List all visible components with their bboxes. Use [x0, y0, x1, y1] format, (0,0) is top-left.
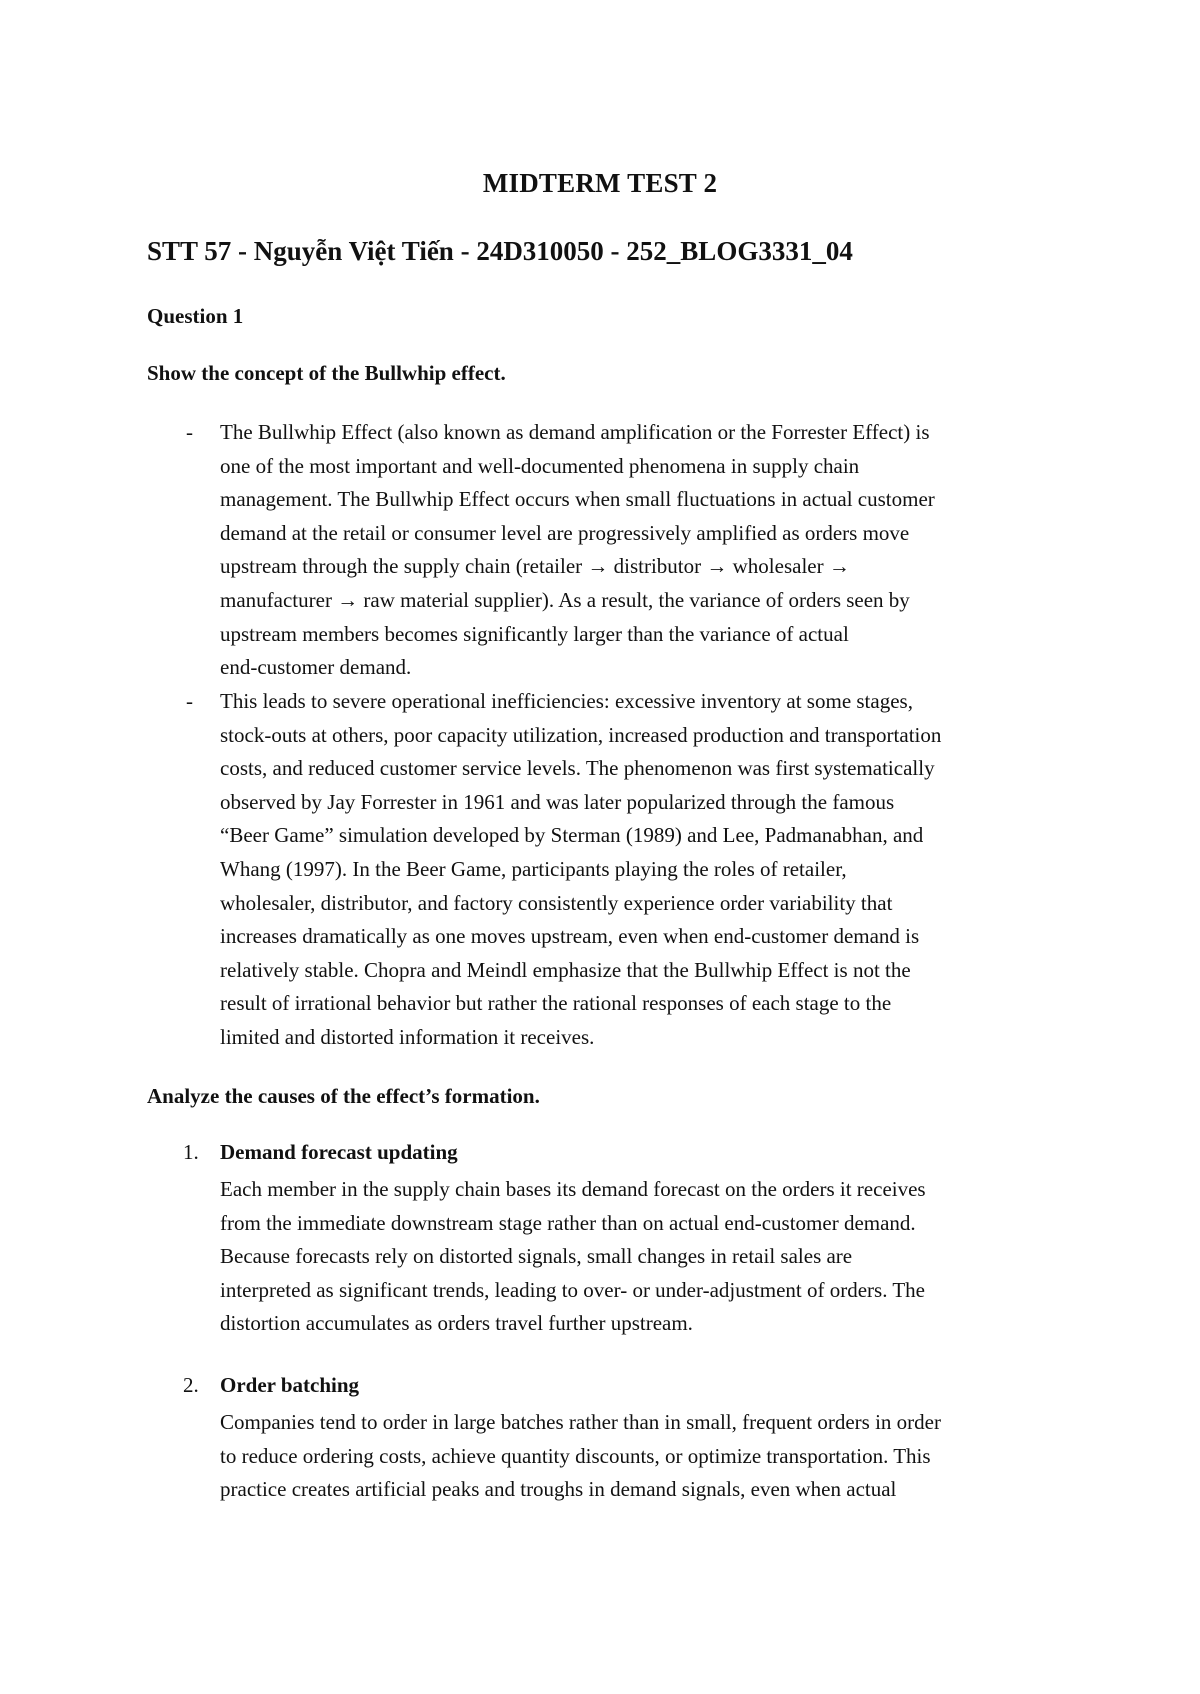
paragraph-line: “Beer Game” simulation developed by Sterman (1989) and Lee, Padmanabhan, and — [220, 823, 924, 848]
cause-1-body — [220, 1173, 1100, 1341]
paragraph-line: to reduce ordering costs, achieve quantity discounts, or optimize transportation. This — [220, 1443, 931, 1468]
concept-bullet-2 — [220, 685, 1100, 1055]
concept-bullet-1 — [220, 416, 1100, 685]
paragraph-line: upstream through the supply chain (retailer → distributor → wholesaler → — [220, 554, 850, 579]
cause-title: Order batching — [220, 1373, 360, 1397]
paragraph-line: distortion accumulates as orders travel further upstream. — [220, 1311, 693, 1336]
paragraph-line: Because forecasts rely on distorted signals, small changes in retail sales are — [220, 1244, 853, 1269]
paragraph-line: Each member in the supply chain bases its demand forecast on the orders it receives — [220, 1177, 926, 1201]
bullet-marker: - — [186, 689, 193, 713]
paragraph-line: result of irrational behavior but rather the rational responses of each stage to the — [220, 991, 892, 1016]
paragraph-line: one of the most important and well-documented phenomena in supply chain — [220, 453, 860, 478]
paragraph-line: practice creates artificial peaks and troughs in demand signals, even when actual — [220, 1477, 897, 1502]
paragraph-line: limited and distorted information it receives. — [220, 1024, 595, 1049]
paragraph-line: end-customer demand. — [220, 655, 412, 680]
paragraph-line: management. The Bullwhip Effect occurs when small fluctuations in actual customer — [220, 487, 935, 512]
cause-number: 1. — [183, 1140, 199, 1164]
paragraph-line: costs, and reduced customer service levels. The phenomenon was first systematically — [220, 756, 935, 781]
paragraph-line: from the immediate downstream stage rather than on actual end-customer demand. — [220, 1210, 916, 1235]
paragraph-line: observed by Jay Forrester in 1961 and was later popularized through the famous — [220, 789, 895, 814]
document-title: MIDTERM TEST 2 — [482, 168, 718, 198]
cause-number: 2. — [183, 1373, 199, 1397]
paragraph-line: demand at the retail or consumer level are progressively amplified as orders move — [220, 520, 910, 545]
causes-heading: Analyze the causes of the effect’s formation. — [147, 1084, 540, 1108]
student-info-line: STT 57 - Nguyễn Việt Tiến - 24D310050 - 252_BLOG3331_04 — [147, 236, 853, 266]
paragraph-line: interpreted as significant trends, leading to over- or under-adjustment of orders. The — [220, 1277, 925, 1302]
paragraph-line: upstream members becomes significantly larger than the variance of actual — [220, 621, 849, 646]
paragraph-line: relatively stable. Chopra and Meindl emphasize that the Bullwhip Effect is not the — [220, 957, 911, 982]
question-label: Question 1 — [147, 304, 244, 328]
paragraph-line: stock-outs at others, poor capacity utilization, increased production and transportation — [220, 722, 942, 747]
paragraph-line: The Bullwhip Effect (also known as demand amplification or the Forrester Effect) is — [220, 420, 930, 444]
concept-heading: Show the concept of the Bullwhip effect. — [147, 361, 506, 385]
paragraph-line: manufacturer → raw material supplier). As a result, the variance of orders seen by — [220, 587, 910, 612]
paragraph-line: increases dramatically as one moves upstream, even when end-customer demand is — [220, 924, 920, 949]
cause-title: Demand forecast updating — [220, 1140, 458, 1164]
paragraph-line: Whang (1997). In the Beer Game, participants playing the roles of retailer, — [220, 856, 847, 881]
paragraph-line: Companies tend to order in large batches rather than in small, frequent orders in order — [220, 1410, 941, 1434]
bullet-marker: - — [186, 420, 193, 444]
cause-2-body — [220, 1406, 1100, 1507]
paragraph-line: wholesaler, distributor, and factory consistently experience order variability that — [220, 890, 893, 915]
paragraph-line: This leads to severe operational inefficiencies: excessive inventory at some stages, — [220, 689, 913, 713]
